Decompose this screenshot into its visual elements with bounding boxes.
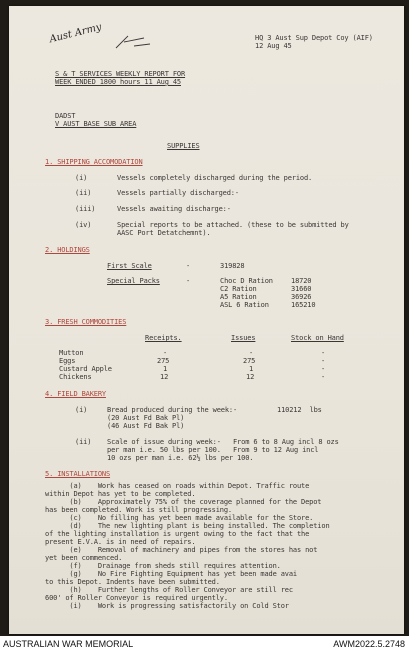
section-heading-shipping: 1. SHIPPING ACCOMODATION bbox=[45, 158, 143, 166]
table-cell: 12 bbox=[160, 373, 169, 381]
installations-line: (a) Work has ceased on roads within Depot. Traffic route bbox=[45, 482, 310, 490]
report-title-line2: WEEK ENDED 1800 hours 11 Aug 45 bbox=[55, 78, 181, 86]
section-heading-holdings: 2. HOLDINGS bbox=[45, 246, 90, 254]
caption-bar bbox=[0, 636, 409, 653]
bakery-line: per man i.e. 50 lbs per 100. From 9 to 12 Aug incl bbox=[107, 446, 319, 454]
installations-line: (c) No filling has yet been made available for the Store. bbox=[45, 514, 314, 522]
bread-produced-value: 110212 lbs bbox=[277, 406, 322, 414]
supplies-heading: SUPPLIES bbox=[167, 142, 200, 150]
handwritten-mark-icon bbox=[114, 32, 154, 54]
table-cell: 12 bbox=[246, 373, 255, 381]
shipping-item-text: Special reports to be attached. (these to be submitted by bbox=[117, 221, 349, 229]
installations-line: (d) The new lighting plant is being installed. The completion bbox=[45, 522, 330, 530]
handwritten-signature: Aust Army bbox=[48, 21, 103, 46]
section-heading-fresh: 3. FRESH COMMODITIES bbox=[45, 318, 127, 326]
bakery-line: 10 ozs per man i.e. 62½ lbs per 100. bbox=[107, 454, 254, 462]
installations-line: to this Depot. Indents have been submitted. bbox=[45, 578, 220, 586]
addressee-line2: V AUST BASE SUB AREA bbox=[55, 120, 137, 128]
shipping-item-text: Vessels partially discharged:- bbox=[117, 189, 239, 197]
shipping-item-text: Vessels completely discharged during the period. bbox=[117, 174, 313, 182]
bakery-item-num: (i) bbox=[75, 406, 88, 414]
shipping-item-num: (i) bbox=[75, 174, 88, 182]
installations-line: (h) Further lengths of Roller Conveyor are still rec bbox=[45, 586, 293, 594]
table-cell: - bbox=[321, 357, 326, 365]
installations-line: (g) No Fire Fighting Equipment has yet been made avai bbox=[45, 570, 297, 578]
installations-line: within Depot has yet to be completed. bbox=[45, 490, 196, 498]
installations-line: (b) Approximately 75% of the coverage planned for the Depot bbox=[45, 498, 322, 506]
bakery-item-num: (ii) bbox=[75, 438, 92, 446]
installations-line: of the lighting installation is urgent owing to the fact that the bbox=[45, 530, 310, 538]
section-heading-bakery: 4. FIELD BAKERY bbox=[45, 390, 106, 398]
installations-line: present E.V.A. is in need of repairs. bbox=[45, 538, 196, 546]
bakery-line: (46 Aust Fd Bak Pl) bbox=[107, 422, 185, 430]
installations-line: yet been commenced. bbox=[45, 554, 123, 562]
installations-line: (f) Drainage from sheds still requires attention. bbox=[45, 562, 281, 570]
installations-line: has been completed. Work is still progressing. bbox=[45, 506, 232, 514]
special-packs-label: Special Packs bbox=[107, 277, 160, 285]
column-header: Receipts. bbox=[145, 334, 182, 342]
dash: - bbox=[186, 277, 191, 285]
section-heading-installations: 5. INSTALLATIONS bbox=[45, 470, 111, 478]
first-scale-label: First Scale bbox=[107, 262, 152, 270]
column-header: Issues bbox=[231, 334, 256, 342]
installations-line: (i) Work is progressing satisfactorily on Cold Stor bbox=[45, 602, 289, 610]
unit-header: HQ 3 Aust Sup Depot Coy (AIF) bbox=[255, 34, 373, 42]
table-cell: - bbox=[163, 349, 168, 357]
installations-line: (e) Removal of machinery and pipes from the stores has not bbox=[45, 546, 318, 554]
pack-value: 165210 bbox=[291, 301, 316, 309]
addressee-line1: DADST bbox=[55, 112, 76, 120]
table-cell-item: Mutton bbox=[59, 349, 84, 357]
shipping-item-text: AASC Port Detatchemnt). bbox=[117, 229, 211, 237]
caption-accession-number: AWM2022.5.2748 bbox=[333, 639, 405, 649]
table-cell: - bbox=[321, 349, 326, 357]
table-cell: 1 bbox=[163, 365, 168, 373]
bakery-line: (20 Aust Fd Bak Pl) bbox=[107, 414, 185, 422]
installations-line: 600' of Roller Conveyor is required urgently. bbox=[45, 594, 228, 602]
table-cell: 275 bbox=[157, 357, 170, 365]
caption-source: AUSTRALIAN WAR MEMORIAL bbox=[3, 639, 134, 649]
shipping-item-num: (iv) bbox=[75, 221, 92, 229]
pack-value: 18720 bbox=[291, 277, 312, 285]
pack-name: A5 Ration bbox=[220, 293, 257, 301]
table-cell: - bbox=[321, 365, 326, 373]
dash: - bbox=[186, 262, 191, 270]
shipping-item-num: (ii) bbox=[75, 189, 92, 197]
bakery-line: Bread produced during the week:- bbox=[107, 406, 238, 414]
shipping-item-text: Vessels awaiting discharge:- bbox=[117, 205, 231, 213]
pack-name: ASL 6 Ration bbox=[220, 301, 269, 309]
table-cell: - bbox=[249, 349, 254, 357]
pack-value: 36926 bbox=[291, 293, 312, 301]
table-cell: 1 bbox=[249, 365, 254, 373]
header-date: 12 Aug 45 bbox=[255, 42, 292, 50]
table-cell: 275 bbox=[243, 357, 256, 365]
paper-sheet bbox=[9, 6, 404, 634]
table-cell: - bbox=[321, 373, 326, 381]
table-cell-item: Chickens bbox=[59, 373, 92, 381]
table-cell-item: Eggs bbox=[59, 357, 76, 365]
first-scale-value: 319828 bbox=[220, 262, 245, 270]
bakery-line: Scale of issue during week:- From 6 to 8 Aug incl 8 ozs bbox=[107, 438, 339, 446]
column-header: Stock on Hand bbox=[291, 334, 344, 342]
pack-name: Choc D Ration bbox=[220, 277, 273, 285]
installations-body bbox=[45, 482, 404, 610]
report-title-line1: S & T SERVICES WEEKLY REPORT FOR bbox=[55, 70, 186, 78]
pack-value: 31660 bbox=[291, 285, 312, 293]
table-cell-item: Custard Apple bbox=[59, 365, 112, 373]
shipping-item-num: (iii) bbox=[75, 205, 96, 213]
pack-name: C2 Ration bbox=[220, 285, 257, 293]
